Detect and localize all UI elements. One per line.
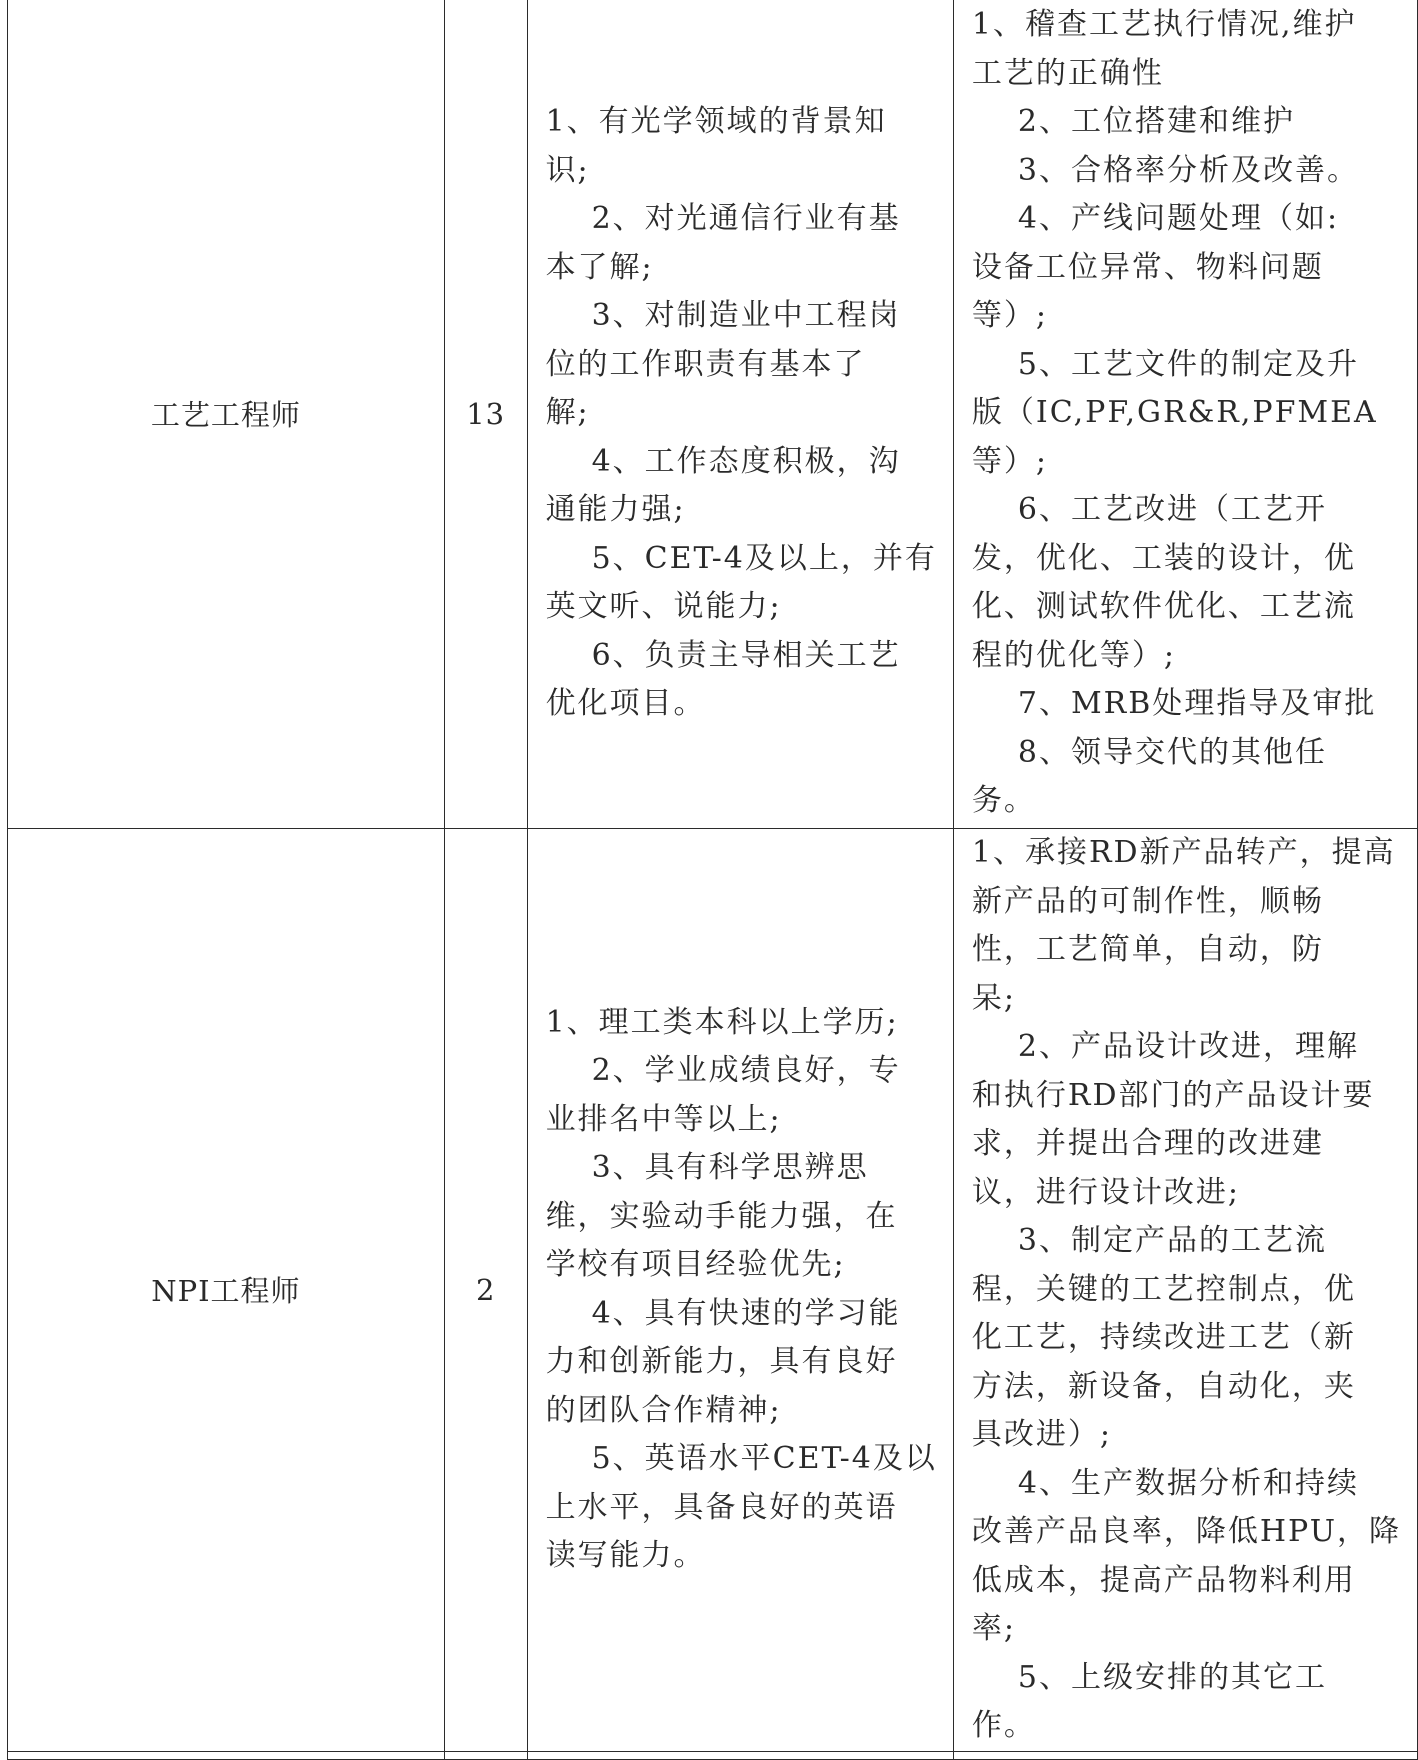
text-line: 5、英语水平CET-4及以 bbox=[591, 1441, 937, 1477]
text-line: 维，实验动手能力强，在 bbox=[545, 1198, 898, 1234]
job-title: 工艺工程师 bbox=[8, 0, 445, 829]
text-line: 议，进行设计改进; bbox=[971, 1174, 1240, 1210]
text-line: 程，关键的工艺控制点，优 bbox=[971, 1271, 1356, 1307]
text-line: 设备工位异常、物料问题 bbox=[971, 249, 1324, 285]
empty-cell bbox=[444, 1751, 527, 1759]
text-line: 本了解; bbox=[545, 249, 654, 285]
text-line: 3、合格率分析及改善。 bbox=[1017, 152, 1359, 188]
text-line: 等）; bbox=[971, 443, 1048, 479]
text-line: 的团队合作精神; bbox=[545, 1392, 782, 1428]
text-line: 务。 bbox=[971, 783, 1036, 819]
text-line: 优化项目。 bbox=[545, 686, 706, 722]
text-line: 3、对制造业中工程岗 bbox=[591, 298, 901, 334]
table-row bbox=[8, 1751, 1418, 1759]
text-line: 4、产线问题处理（如: bbox=[1017, 201, 1340, 237]
text-line: 8、领导交代的其他任 bbox=[1017, 734, 1327, 770]
text-line: 化、测试软件优化、工艺流 bbox=[971, 589, 1356, 625]
text-line: 识; bbox=[545, 152, 590, 188]
text-line: 改善产品良率，降低HPU，降 bbox=[971, 1514, 1401, 1549]
text-line: 作。 bbox=[971, 1708, 1036, 1743]
text-line: 工艺的正确性 bbox=[971, 55, 1164, 91]
text-line: 化工艺，持续改进工艺（新 bbox=[971, 1320, 1356, 1355]
text-line: 业排名中等以上; bbox=[545, 1101, 782, 1137]
duties-cell bbox=[953, 829, 1417, 1752]
text-line: 新产品的可制作性，顺畅 bbox=[971, 883, 1324, 919]
text-line: 通能力强; bbox=[545, 492, 686, 528]
empty-cell bbox=[527, 1751, 953, 1759]
text-line: 4、生产数据分析和持续 bbox=[1017, 1465, 1359, 1501]
text-line: 5、工艺文件的制定及升 bbox=[1017, 346, 1359, 382]
text-line: 1、稽查工艺执行情况,维护 bbox=[971, 7, 1357, 43]
empty-cell bbox=[953, 1751, 1417, 1759]
text-line: 等）; bbox=[971, 298, 1048, 334]
table-row bbox=[8, 829, 1418, 1752]
table-row bbox=[8, 0, 1418, 829]
job-title: NPI工程师 bbox=[8, 829, 445, 1752]
text-line: 程的优化等）; bbox=[971, 637, 1176, 673]
text-line: 2、学业成绩良好，专 bbox=[591, 1053, 901, 1089]
text-line: 3、具有科学思辨思 bbox=[591, 1150, 869, 1186]
text-line: 和执行RD部门的产品设计要 bbox=[971, 1077, 1375, 1113]
text-line: 3、制定产品的工艺流 bbox=[1017, 1223, 1327, 1258]
text-line: 6、负责主导相关工艺 bbox=[591, 637, 901, 673]
text-line: 呆; bbox=[971, 980, 1016, 1016]
text-line: 2、工位搭建和维护 bbox=[1017, 104, 1295, 140]
text-line: 5、上级安排的其它工 bbox=[1017, 1659, 1327, 1695]
text-line: 力和创新能力，具有良好 bbox=[545, 1344, 898, 1380]
text-line: 解; bbox=[545, 395, 590, 431]
headcount: 13 bbox=[444, 0, 527, 829]
text-line: 英文听、说能力; bbox=[545, 589, 782, 625]
requirements-cell bbox=[527, 0, 953, 829]
headcount: 2 bbox=[444, 829, 527, 1752]
text-line: 位的工作职责有基本了 bbox=[545, 346, 866, 382]
empty-cell bbox=[8, 1751, 445, 1759]
text-line: 学校有项目经验优先; bbox=[545, 1247, 846, 1283]
text-line: 方法，新设备，自动化，夹 bbox=[971, 1368, 1356, 1404]
text-line: 版（IC,PF,GR&R,PFMEA bbox=[971, 395, 1378, 431]
text-line: 性，工艺简单，自动，防 bbox=[971, 932, 1324, 967]
text-line: 1、理工类本科以上学历; bbox=[545, 1004, 899, 1040]
text-line: 2、对光通信行业有基 bbox=[591, 201, 901, 237]
text-line: 上水平，具备良好的英语 bbox=[545, 1489, 898, 1525]
text-line: 4、工作态度积极，沟 bbox=[591, 443, 901, 479]
text-line: 1、有光学领域的背景知 bbox=[545, 104, 887, 140]
text-line: 具改进）; bbox=[971, 1417, 1112, 1452]
requirements-cell bbox=[527, 829, 953, 1752]
text-line: 求，并提出合理的改进建 bbox=[971, 1126, 1324, 1161]
job-table bbox=[7, 0, 1418, 1760]
text-line: 6、工艺改进（工艺开 bbox=[1017, 492, 1327, 528]
text-line: 发，优化、工装的设计，优 bbox=[971, 540, 1356, 576]
text-line: 2、产品设计改进，理解 bbox=[1017, 1029, 1359, 1064]
text-line: 5、CET-4及以上，并有 bbox=[591, 540, 937, 576]
text-line: 1、承接RD新产品转产，提高 bbox=[971, 835, 1396, 870]
duties-cell bbox=[953, 0, 1417, 829]
text-line: 7、MRB处理指导及审批 bbox=[1017, 686, 1377, 722]
text-line: 4、具有快速的学习能 bbox=[591, 1295, 901, 1331]
text-line: 低成本，提高产品物料利用 bbox=[971, 1562, 1356, 1598]
text-line: 读写能力。 bbox=[545, 1538, 706, 1574]
text-line: 率; bbox=[971, 1611, 1016, 1646]
